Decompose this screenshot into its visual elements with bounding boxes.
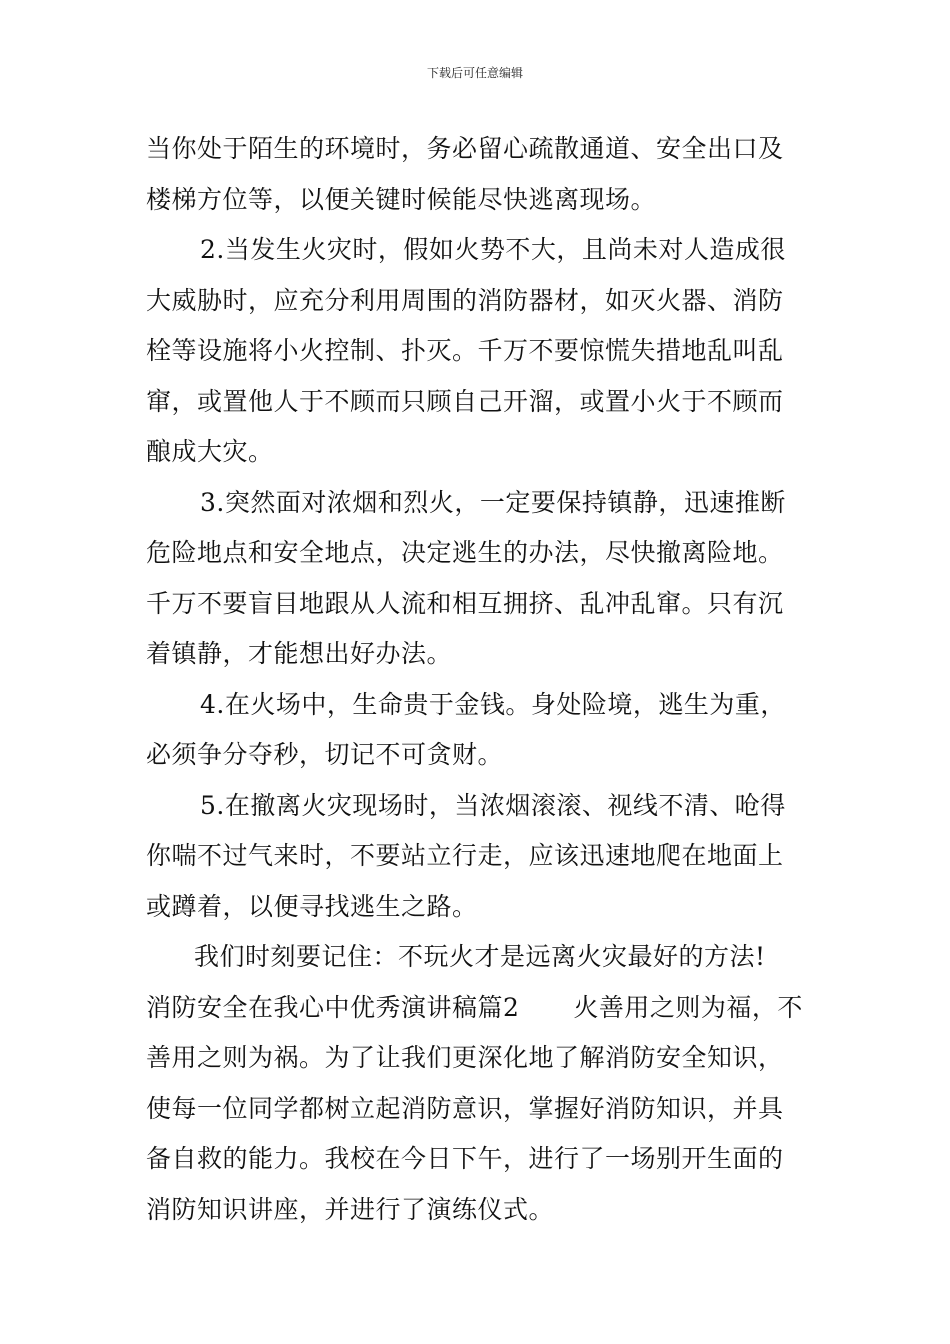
speech-2-body: 火善用之则为福，不善用之则为祸。为了让我们更深化地了解消防安全知识，使每一位同学都树立起消防意识，掌握好消防知识，并具备自救的能力。我校在今日下午，进行了一场别开生面的消防知识讲座，并进行了演练仪式。 bbox=[146, 992, 803, 1224]
paragraph-item-2: 2.当发生火灾时，假如火势不大，且尚未对人造成很大威胁时，应充分利用周围的消防器材，如灭火器、消防栓等设施将小火控制、扑灭。千万不要惊慌失措地乱叫乱窜，或置他人于不顾而只顾自己开溜，或置小火于不顾而酿成大灾。 bbox=[146, 235, 786, 466]
document-body bbox=[146, 124, 808, 1235]
paragraph-item-4: 4.在火场中，生命贵于金钱。身处险境，逃生为重，必须争分夺秒，切记不可贪财。 bbox=[146, 689, 786, 769]
closing-sentence: 我们时刻要记住：不玩火才是远离火灾最好的方法! bbox=[194, 942, 766, 971]
page-header-note: 下载后可任意编辑 bbox=[426, 66, 523, 80]
paragraph-item-3: 3.突然面对浓烟和烈火，一定要保持镇静，迅速推断危险地点和安全地点，决定逃生的办法，尽快撤离险地。千万不要盲目地跟从人流和相互拥挤、乱冲乱窜。只有沉着镇静，才能想出好办法。 bbox=[146, 487, 786, 668]
speech-2-paragraph bbox=[146, 983, 808, 1236]
speech-2-title: 消防安全在我心中优秀演讲稿篇2 bbox=[146, 992, 520, 1022]
paragraph-item-5: 5.在撤离火灾现场时，当浓烟滚滚、视线不清、呛得你喘不过气来时，不要站立行走，应该迅速地爬在地面上或蹲着，以便寻找逃生之路。 bbox=[146, 790, 786, 921]
paragraph-1-continuation: 当你处于陌生的环境时，务必留心疏散通道、安全出口及楼梯方位等，以便关键时候能尽快逃离现场。 bbox=[146, 134, 784, 214]
